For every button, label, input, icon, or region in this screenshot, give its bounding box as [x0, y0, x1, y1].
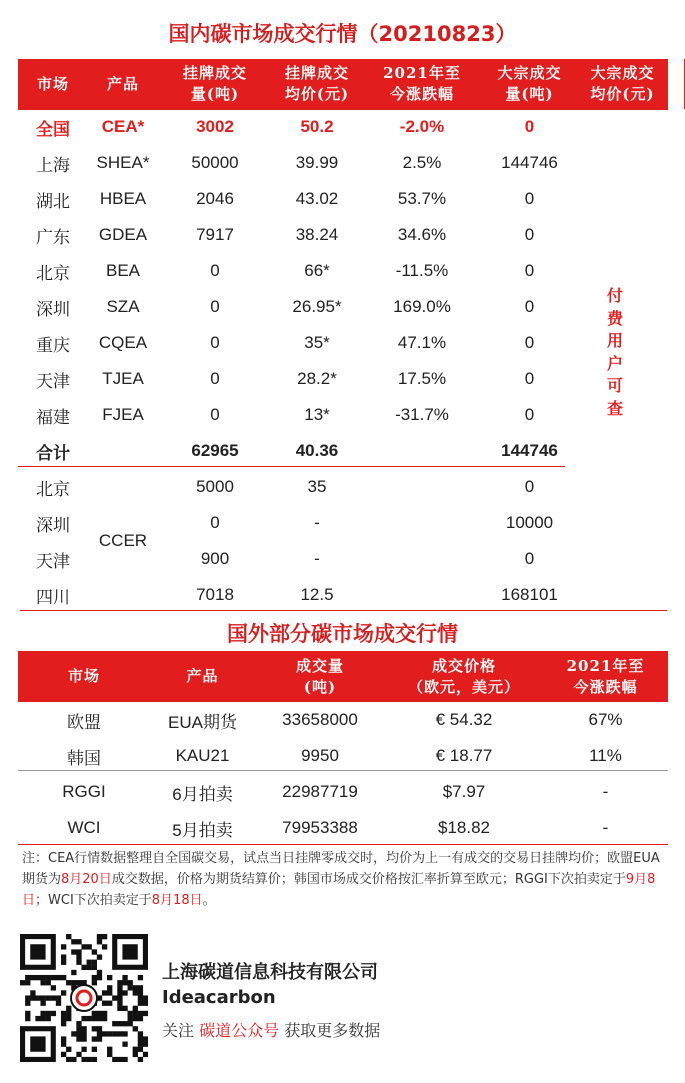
ccer-row	[18, 469, 668, 505]
volume-cell: 0	[210, 333, 220, 352]
foreign-header-row	[18, 651, 668, 702]
header-cell: 大宗成交 量(吨)	[482, 59, 577, 109]
volume-cell: 50000	[191, 153, 239, 172]
product-cell: CEA*	[101, 117, 145, 136]
header-cell: 2021年至 今涨跌幅	[543, 651, 668, 702]
bulk-price-cell	[577, 217, 668, 253]
market-cell: RGGI	[62, 782, 106, 801]
market-cell: 欧盟	[67, 712, 101, 732]
foreign-row	[18, 738, 668, 774]
volume-cell: 79953388	[282, 818, 358, 837]
total-row	[18, 433, 668, 469]
domestic-header-row	[18, 59, 668, 109]
divider-line	[18, 466, 565, 467]
total-bulk-volume: 144746	[501, 441, 558, 460]
volume-cell: 3002	[196, 117, 234, 136]
price-cell: 39.99	[295, 153, 339, 172]
product-cell: HBEA	[99, 189, 147, 208]
change-cell	[362, 505, 482, 541]
bulk-price-cell	[577, 577, 668, 613]
price-cell: $18.82	[438, 818, 490, 837]
market-cell: 四川	[36, 587, 70, 607]
change-cell: -	[602, 782, 609, 801]
domestic-row	[18, 361, 668, 397]
volume-cell: 0	[210, 405, 220, 424]
market-cell: 韩国	[67, 748, 101, 768]
volume-cell: 0	[210, 297, 220, 316]
paid-users-note: 付费用户可查	[606, 286, 623, 418]
domestic-row	[18, 397, 668, 433]
wechat-account-link[interactable]: 碳道公众号	[199, 1021, 280, 1040]
header-cell: 产品	[150, 651, 255, 702]
bulk-volume-cell: 144746	[501, 153, 558, 172]
product-cell: CQEA	[98, 333, 148, 352]
change-cell: -11.5%	[395, 261, 449, 280]
header-cell: 产品	[88, 59, 158, 109]
change-cell: 47.1%	[397, 333, 447, 352]
total-product-cell	[88, 433, 158, 469]
volume-cell: 33658000	[282, 710, 358, 729]
product-cell: SZA	[106, 297, 140, 316]
market-cell: 深圳	[36, 515, 70, 535]
bulk-volume-cell: 168101	[501, 585, 558, 604]
change-cell: -2.0%	[399, 117, 445, 136]
company-name: 上海碳道信息科技有限公司	[162, 962, 378, 983]
volume-cell: 2046	[196, 189, 234, 208]
price-cell: € 54.32	[435, 710, 493, 729]
market-cell: 天津	[36, 371, 70, 391]
foreign-row	[18, 810, 668, 846]
divider-line	[18, 770, 668, 771]
bulk-volume-cell: 0	[524, 549, 535, 568]
product-cell: 6月拍卖	[172, 784, 233, 804]
bulk-volume-cell: 0	[524, 477, 535, 496]
product-cell: BEA	[105, 261, 141, 280]
domestic-row	[18, 145, 668, 181]
price-cell: 35*	[304, 333, 330, 352]
divider-domestic	[20, 610, 667, 611]
bulk-price-cell	[577, 109, 668, 145]
volume-cell: 7018	[196, 585, 234, 604]
domestic-row	[18, 217, 668, 253]
change-cell: 17.5%	[397, 369, 447, 388]
foreign-market-table	[18, 651, 668, 846]
bulk-price-cell	[577, 469, 668, 505]
volume-cell: 22987719	[282, 782, 358, 801]
price-cell: 43.02	[295, 189, 339, 208]
market-cell: 湖北	[36, 191, 70, 211]
market-cell: 天津	[36, 551, 70, 571]
ccer-product-cell: CCER	[98, 531, 148, 550]
price-cell: 28.2*	[297, 369, 337, 388]
price-cell: 12.5	[300, 585, 334, 604]
market-cell: 上海	[36, 155, 70, 175]
volume-cell: 9950	[301, 746, 339, 765]
bulk-price-cell	[577, 253, 668, 289]
bulk-volume-cell: 0	[524, 333, 535, 352]
bulk-price-cell	[577, 505, 668, 541]
header-cell: 2021年至 今涨跌幅	[362, 59, 482, 109]
volume-cell: 0	[210, 369, 220, 388]
price-cell: $7.97	[442, 782, 486, 801]
bulk-volume-cell: 0	[524, 405, 535, 424]
header-cell: 挂牌成交 均价(元)	[272, 59, 362, 109]
divider-line	[18, 844, 668, 845]
product-cell: KAU21	[175, 746, 230, 765]
price-cell: 35	[307, 477, 327, 496]
header-cell: 市场	[18, 59, 88, 109]
change-cell	[362, 577, 482, 613]
qr-code	[20, 934, 148, 1062]
product-cell: TJEA	[102, 369, 144, 388]
bulk-volume-cell: 0	[524, 225, 535, 244]
domestic-row	[18, 325, 668, 361]
follow-text: 关注 碳道公众号 获取更多数据	[162, 1021, 381, 1040]
change-cell: 169.0%	[393, 297, 451, 316]
change-cell: 53.7%	[397, 189, 447, 208]
market-cell: 全国	[36, 119, 70, 139]
foreign-title: 国外部分碳市场成交行情	[227, 622, 458, 646]
price-cell: 50.2	[300, 117, 334, 136]
market-cell: 北京	[36, 479, 70, 499]
bulk-price-cell	[577, 181, 668, 217]
volume-cell: 5000	[196, 477, 234, 496]
price-cell: -	[314, 549, 320, 568]
footnote: 注：CEA行情数据整理自全国碳交易，试点当日挂牌零成交时，均价为上一有成交的交易日挂牌均价；欧盟EUA期货为8月20日成交数据，价格为期货结算价；韩国市场成交价格按汇率折算至欧元；RGGI下次拍卖定于9月8日；WCI下次拍卖定于8月18日。	[22, 851, 660, 908]
change-cell: -	[602, 818, 609, 837]
domestic-title: 国内碳市场成交行情（20210823）	[168, 22, 517, 46]
total-change-cell	[362, 433, 482, 469]
brand-name: Ideacarbon	[162, 987, 276, 1008]
header-cell: 成交价格 （欧元，美元）	[385, 651, 543, 702]
market-cell: 重庆	[36, 335, 70, 355]
divider-line	[18, 109, 668, 110]
bulk-volume-cell: 0	[524, 189, 535, 208]
change-cell: 67%	[588, 710, 623, 729]
bulk-price-cell	[577, 145, 668, 181]
change-cell: 2.5%	[402, 153, 442, 172]
header-cell: 大宗成交 均价(元)	[577, 59, 668, 109]
foreign-row	[18, 774, 668, 810]
market-cell: 北京	[36, 263, 70, 283]
change-cell	[362, 469, 482, 505]
product-cell: FJEA	[102, 405, 144, 424]
product-cell: 5月拍卖	[172, 820, 233, 840]
volume-cell: 7917	[196, 225, 234, 244]
bulk-volume-cell: 10000	[505, 513, 554, 532]
change-cell: -31.7%	[395, 405, 449, 424]
product-cell: EUA期货	[168, 712, 237, 732]
product-cell: SHEA*	[96, 153, 150, 172]
market-cell: WCI	[67, 818, 101, 837]
header-cell: 挂牌成交 量(吨)	[158, 59, 272, 109]
total-label: 合计	[36, 443, 70, 463]
total-price: 40.36	[295, 441, 339, 460]
domestic-row	[18, 253, 668, 289]
change-cell: 34.6%	[397, 225, 447, 244]
market-cell: 深圳	[36, 299, 70, 319]
price-cell: 38.24	[295, 225, 339, 244]
volume-cell: 0	[210, 261, 220, 280]
change-cell	[362, 541, 482, 577]
bulk-volume-cell: 0	[524, 117, 535, 136]
header-cell: 成交量 (吨)	[255, 651, 385, 702]
domestic-row	[18, 109, 668, 145]
product-cell: GDEA	[98, 225, 148, 244]
bulk-volume-cell: 0	[524, 261, 535, 280]
price-cell: -	[314, 513, 320, 532]
volume-cell: 900	[200, 549, 230, 568]
price-cell: € 18.77	[435, 746, 493, 765]
market-cell: 广东	[36, 227, 70, 247]
foreign-row	[18, 702, 668, 738]
header-cell: 市场	[18, 651, 150, 702]
total-bulk-price-cell	[577, 433, 668, 469]
market-cell: 福建	[36, 407, 70, 427]
domestic-row	[18, 181, 668, 217]
volume-cell: 0	[210, 513, 220, 532]
bulk-price-cell	[577, 541, 668, 577]
price-cell: 13*	[304, 405, 330, 424]
total-volume: 62965	[191, 441, 239, 460]
price-cell: 66*	[304, 261, 330, 280]
domestic-row	[18, 289, 668, 325]
bulk-volume-cell: 0	[524, 369, 535, 388]
bulk-volume-cell: 0	[524, 297, 535, 316]
price-cell: 26.95*	[292, 297, 342, 316]
change-cell: 11%	[589, 746, 622, 765]
domestic-market-table	[18, 59, 668, 613]
